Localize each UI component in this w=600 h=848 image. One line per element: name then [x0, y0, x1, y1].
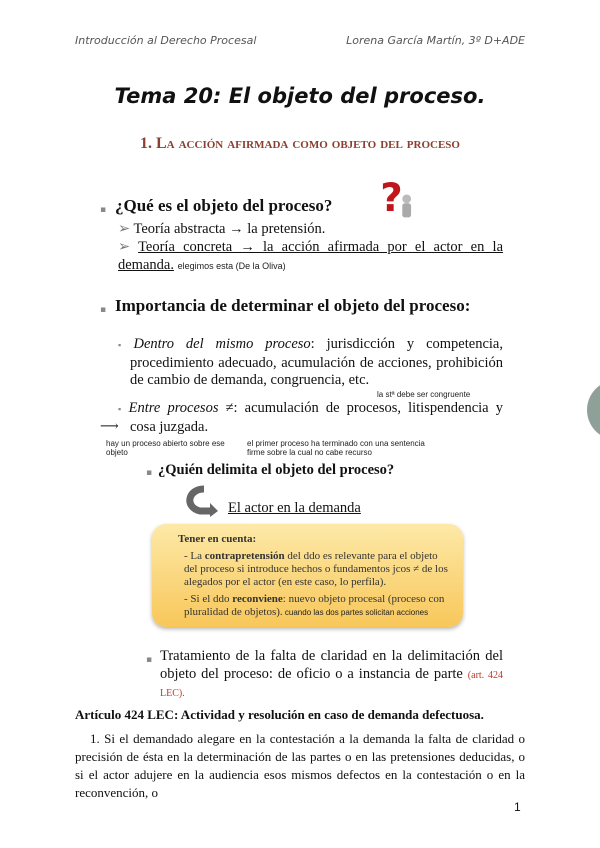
box-text: - La: [184, 550, 205, 562]
question-mark-icon: [372, 176, 422, 220]
box-text: - Si el ddo: [184, 593, 233, 605]
item-text: ≠: acumulación de procesos, litispendencia y cosa juzgada.: [130, 400, 503, 435]
importance-item: ▪ Entre procesos ≠: acumulación de procesos, litispendencia y cosa juzgada.: [118, 400, 503, 435]
header-right: Lorena García Martín, 3º D+ADE: [346, 34, 525, 47]
importance-heading: Importancia de determinar el objeto del proceso:: [115, 296, 471, 315]
bullet-icon: ▪: [146, 468, 153, 478]
article-heading: Artículo 424 LEC: Actividad y resolución en caso de demanda defectuosa.: [75, 707, 484, 722]
importance-item: ▪ Dentro del mismo proceso: jurisdicción y competencia, procedimiento adecuado, acumulación de acciones, prohibición de cambio de demanda, congruencia, etc.: [118, 336, 503, 388]
box-title: Tener en cuenta:: [178, 533, 257, 545]
handwritten-note: hay un proceso abierto sobre ese objeto: [106, 439, 225, 457]
q1-item: ➢ Teoría concreta → la acción afirmada por el actor en la demanda. elegimos esta (De la Oliva): [118, 239, 504, 273]
section-heading: 1. La acción afirmada como objeto del proceso: [140, 135, 460, 152]
handwritten-note: elegimos esta (De la Oliva): [177, 260, 286, 271]
q1-heading: ¿Qué es el objeto del proceso?: [115, 196, 333, 215]
treatment-body: Tratamiento de la falta de claridad en la delimitación del objeto del proceso: de oficio o a instancia de parte: [160, 648, 503, 682]
handwritten-note: la stª debe ser congruente: [377, 390, 471, 399]
item-italic: Dentro del mismo proceso: [133, 336, 311, 352]
note-box: [152, 524, 463, 627]
q2-answer: El actor en la demanda: [228, 500, 361, 516]
arrow-icon: ⟶: [100, 419, 119, 434]
box-text: : nuevo objeto procesal (proceso con pluralidad de objetos).: [184, 593, 445, 618]
svg-text:?: ?: [380, 176, 403, 220]
box-bold: reconviene: [232, 593, 283, 605]
slide-edge-decoration: [587, 380, 600, 440]
q1-item-text: Teoría abstracta → la pretensión.: [133, 221, 326, 237]
header-left: Introducción al Derecho Procesal: [75, 34, 257, 47]
bullet-icon: ▪: [100, 305, 107, 315]
q1-item-text: Teoría concreta → la acción afirmada por el actor en la demanda.: [118, 239, 504, 273]
page-title: Tema 20: El objeto del proceso.: [114, 84, 486, 108]
handwritten-note: el primer proceso ha terminado con una sentencia firme sobre la cual no cabe recurso: [247, 439, 425, 457]
treatment-text: [160, 648, 503, 703]
q2-heading: ¿Quién delimita el objeto del proceso?: [158, 462, 395, 478]
q1-item: ➢ Teoría abstracta → la pretensión.: [118, 221, 326, 237]
item-text: : jurisdicción y competencia, procedimiento adecuado, acumulación de acciones, prohibición de cambio de demanda, congruencia, etc.: [130, 336, 503, 388]
item-italic: Entre procesos: [128, 400, 219, 416]
box-text: del ddo es relevante para el objeto del proceso si introduce hechos o fundamentos jcos ≠ de los alegados por el actor (en este caso, lo perfila).: [184, 550, 448, 588]
treatment-ref: (art. 424 LEC).: [160, 669, 503, 699]
box-bold: contrapretensión: [204, 550, 285, 562]
page-number: 1: [514, 800, 521, 814]
bullet-icon: ▪: [100, 205, 107, 215]
handwritten-note: cuando las dos partes solicitan acciones: [282, 608, 429, 617]
bullet-icon: ▪: [146, 655, 153, 665]
curved-arrow-icon: [182, 483, 218, 517]
article-paragraph: 1. Si el demandado alegare en la contestación a la demanda la falta de claridad o precisión de ésta en la determinación de las partes o en las pretensiones deducidas, o si el actor adujere en la audiencia esos mismos defectos en la contestación o en la reconvención, o: [75, 731, 525, 800]
